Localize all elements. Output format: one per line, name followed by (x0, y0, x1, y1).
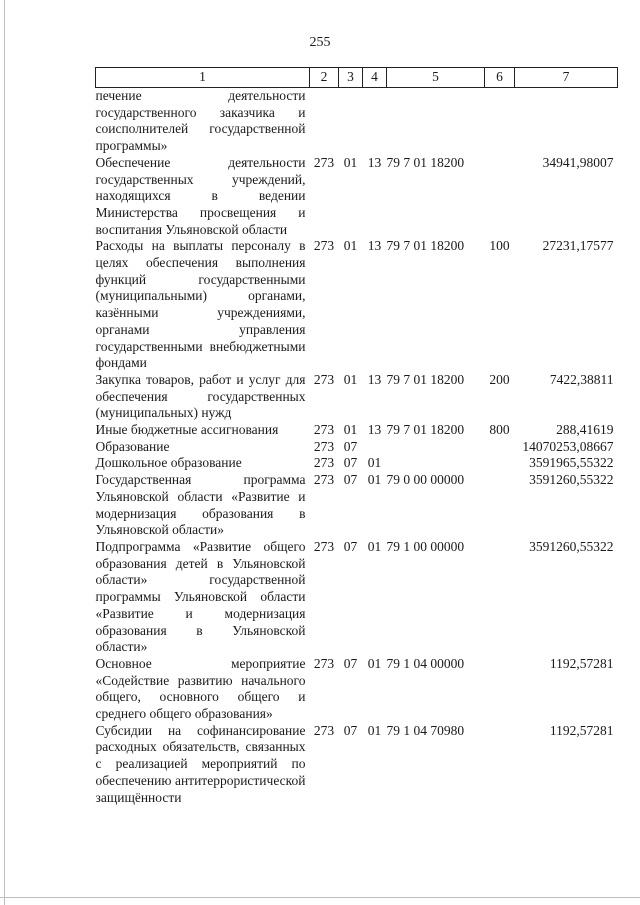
row-ministry-code: 273 (313, 722, 335, 738)
row-ministry-code: 273 (313, 472, 335, 488)
row-expense-type: 100 (489, 238, 510, 254)
row-expense-type (485, 656, 515, 723)
row-section: 01 (343, 154, 358, 170)
row-section: 07 (343, 455, 358, 471)
row-target-code: 79 7 01 18200 (386, 422, 465, 438)
table-row (96, 472, 618, 539)
row-target-code: 79 1 00 00000 (386, 538, 465, 554)
table-row (96, 539, 618, 656)
row-subsection: 13 (367, 154, 382, 170)
row-amount: 3591260,55322 (529, 538, 614, 554)
row-section: 01 (343, 422, 358, 438)
row-ministry-code: 273 (313, 154, 335, 170)
row-subsection: 01 (367, 655, 382, 671)
row-name: Образование (95, 438, 170, 454)
row-name: Подпрограмма «Развитие общего образования детей в Ульяновской области» государственной программы Ульяновской области «Развитие и модернизация образования в Ульяновской области» (95, 538, 306, 655)
table-row (96, 238, 618, 372)
scan-edge-left (4, 0, 5, 905)
row-expense-type (485, 88, 515, 155)
row-name: Закупка товаров, работ и услуг для обеспечения государственных (муниципальных) нужд (95, 371, 306, 421)
row-section (339, 88, 363, 155)
row-name: Основное мероприятие «Содействие развитию начального общего, основного общего и среднего общего образования» (95, 655, 306, 722)
row-name: Обеспечение деятельности государственных учреждений, находящихся в ведении Министерства просвещения и воспитания Ульяновской области (95, 154, 306, 237)
column-header-2: 2 (310, 68, 339, 88)
table-row (96, 656, 618, 723)
row-subsection: 13 (367, 238, 382, 254)
row-ministry-code: 273 (313, 238, 335, 254)
row-subsection: 01 (367, 455, 382, 471)
header-row (96, 68, 618, 88)
row-target-code: 79 0 00 00000 (386, 472, 465, 488)
row-amount: 3591260,55322 (529, 472, 614, 488)
row-name: Государственная программа Ульяновской области «Развитие и модернизация образования в Ульяновской области» (95, 472, 306, 538)
row-target-code: 79 7 01 18200 (386, 371, 465, 387)
row-subsection (363, 439, 387, 456)
table-row (96, 723, 618, 807)
row-name: Субсидии на софинансирование расходных обязательств, связанных с реализацией мероприятий по обеспечению антитеррористической защищённости (95, 722, 306, 805)
row-amount: 14070253,08667 (522, 438, 614, 454)
table-row (96, 88, 618, 155)
row-amount: 27231,17577 (542, 238, 614, 254)
scan-edge-bottom (0, 897, 640, 898)
row-amount: 3591965,55322 (529, 455, 614, 471)
table-row (96, 155, 618, 239)
table-row (96, 422, 618, 439)
column-header-1: 1 (96, 68, 310, 88)
row-ministry-code: 273 (313, 655, 335, 671)
row-amount: 1192,57281 (549, 722, 614, 738)
row-section: 01 (343, 371, 358, 387)
table-body (96, 88, 618, 807)
table-row (96, 455, 618, 472)
row-expense-type (485, 155, 515, 239)
row-subsection: 13 (367, 422, 382, 438)
row-name: Иные бюджетные ассигнования (95, 422, 279, 438)
row-amount: 34941,98007 (542, 154, 614, 170)
table-row (96, 439, 618, 456)
row-expense-type: 800 (489, 422, 510, 438)
column-header-3: 3 (339, 68, 363, 88)
row-subsection: 01 (367, 538, 382, 554)
row-section: 07 (343, 722, 358, 738)
row-subsection: 13 (367, 371, 382, 387)
row-expense-type (485, 539, 515, 656)
row-expense-type (485, 455, 515, 472)
row-ministry-code (310, 88, 339, 155)
row-expense-type (485, 472, 515, 539)
column-header-5: 5 (387, 68, 485, 88)
row-target-code: 79 1 04 00000 (386, 655, 465, 671)
row-section: 07 (343, 655, 358, 671)
row-expense-type (485, 723, 515, 807)
row-subsection (363, 88, 387, 155)
row-ministry-code: 273 (313, 438, 335, 454)
row-section: 07 (343, 438, 358, 454)
row-amount (515, 88, 618, 155)
row-ministry-code: 273 (313, 455, 335, 471)
row-name: Расходы на выплаты персоналу в целях обеспечения выполнения функций государственными (муниципальными) органами, казёнными учреждениями, органами управления государственными внебюджетными фондами (95, 238, 306, 371)
row-target-code (387, 88, 485, 155)
row-target-code: 79 7 01 18200 (386, 154, 465, 170)
column-header-4: 4 (363, 68, 387, 88)
row-ministry-code: 273 (313, 538, 335, 554)
page-number: 255 (309, 35, 331, 50)
row-amount: 7422,38811 (549, 371, 614, 387)
row-section: 07 (343, 472, 358, 488)
budget-table (95, 67, 618, 806)
row-ministry-code: 273 (313, 422, 335, 438)
row-name: печение деятельности государственного заказчика и соисполнителей государственной программы» (95, 88, 306, 154)
row-target-code (387, 439, 485, 456)
row-name: Дошкольное образование (95, 455, 242, 471)
row-expense-type: 200 (489, 371, 510, 387)
row-amount: 1192,57281 (549, 655, 614, 671)
row-amount: 288,41619 (556, 422, 614, 438)
row-expense-type (485, 439, 515, 456)
table-row (96, 372, 618, 422)
row-target-code (387, 455, 485, 472)
row-target-code: 79 7 01 18200 (386, 238, 465, 254)
row-subsection: 01 (367, 472, 382, 488)
row-subsection: 01 (367, 722, 382, 738)
column-header-6: 6 (485, 68, 515, 88)
row-target-code: 79 1 04 70980 (386, 722, 465, 738)
row-section: 01 (343, 238, 358, 254)
row-section: 07 (343, 538, 358, 554)
row-ministry-code: 273 (313, 371, 335, 387)
column-header-7: 7 (515, 68, 618, 88)
